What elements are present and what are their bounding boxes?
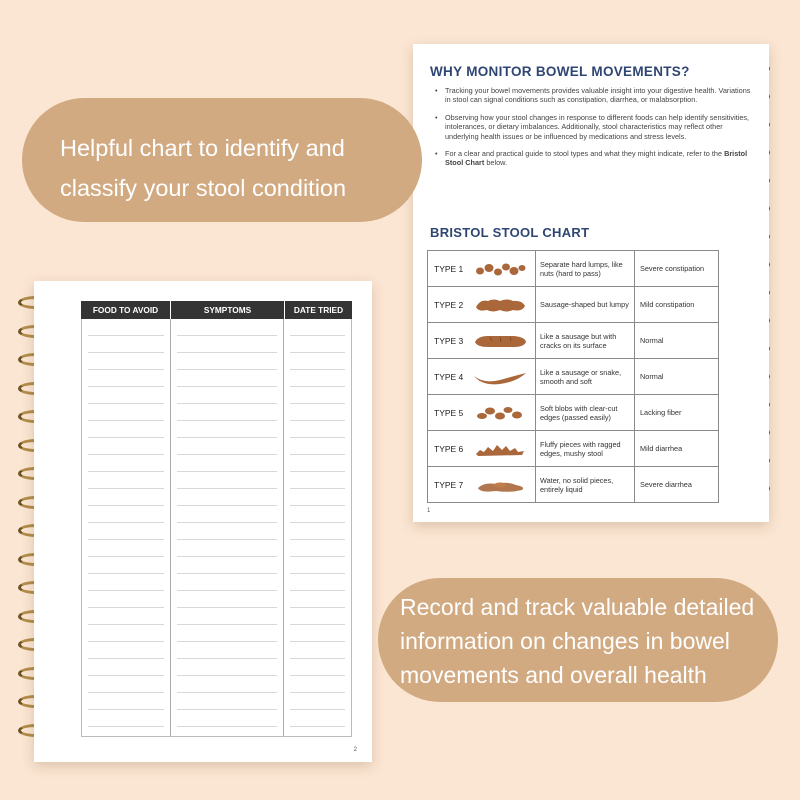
page-number-right: 1 <box>427 508 431 514</box>
why-bullet-1: • Tracking your bowel movements provides valuable insight into your digestive health. Variations in stool can signal conditions such as constipation, diarrhea, or malabsorption. <box>435 86 755 105</box>
callout-top <box>22 98 422 222</box>
column-date-tried: DATE TRIED <box>293 305 344 315</box>
why-bullet-3-suffix: below. <box>484 158 508 168</box>
stool-condition: Lacking fiber <box>635 395 719 431</box>
stool-description: Water, no solid pieces, entirely liquid <box>536 467 635 503</box>
stool-type-label: TYPE 6 <box>428 431 466 467</box>
stool-type-7-icon <box>466 467 536 503</box>
food-to-avoid-lines[interactable] <box>82 319 171 736</box>
stool-type-4-icon <box>466 359 536 395</box>
bristol-stool-table <box>427 250 719 503</box>
page-number-left: 2 <box>353 747 357 753</box>
column-symptoms: SYMPTOMS <box>171 301 285 319</box>
stool-description: Like a sausage or snake, smooth and soft <box>536 359 635 395</box>
stool-description: Separate hard lumps, like nuts (hard to pass) <box>536 251 635 287</box>
stool-type-label: TYPE 1 <box>428 251 466 287</box>
stool-type-5-icon <box>466 395 536 431</box>
callout-top-line-1: Helpful chart to identify and <box>60 135 345 161</box>
stool-type-label: TYPE 5 <box>428 395 466 431</box>
stool-condition: Severe diarrhea <box>635 467 719 503</box>
why-monitor-list <box>435 86 755 176</box>
stool-condition: Severe constipation <box>635 251 719 287</box>
stool-row <box>428 287 719 323</box>
column-food-to-avoid: FOOD TO AVOID <box>81 301 171 319</box>
stool-description: Sausage-shaped but lumpy <box>536 287 635 323</box>
stool-description: Like a sausage but with cracks on its surface <box>536 323 635 359</box>
log-table-header <box>81 301 352 319</box>
stool-condition: Mild diarrhea <box>635 431 719 467</box>
stool-type-label: TYPE 7 <box>428 467 466 503</box>
stool-condition: Normal <box>635 323 719 359</box>
stool-row <box>428 431 719 467</box>
stool-row <box>428 251 719 287</box>
log-table-body <box>81 319 352 737</box>
stool-type-2-icon <box>466 287 536 323</box>
bristol-chart-page <box>413 44 769 522</box>
why-bullet-3 <box>435 149 755 168</box>
symptoms-lines[interactable] <box>171 319 284 736</box>
callout-bottom-line-3: movements and overall health <box>400 662 707 688</box>
stool-description: Soft blobs with clear-cut edges (passed easily) <box>536 395 635 431</box>
why-monitor-heading: WHY MONITOR BOWEL MOVEMENTS? <box>430 64 690 79</box>
stool-row <box>428 323 719 359</box>
stool-type-3-icon <box>466 323 536 359</box>
callout-bottom-line-1: Record and track valuable detailed <box>400 594 755 620</box>
stool-row <box>428 359 719 395</box>
why-bullet-3-prefix: For a clear and practical guide to stool types and what they might indicate, refer to the <box>445 149 725 159</box>
stool-type-label: TYPE 4 <box>428 359 466 395</box>
stool-row <box>428 395 719 431</box>
stool-type-1-icon <box>466 251 536 287</box>
stool-type-label: TYPE 2 <box>428 287 466 323</box>
stool-row <box>428 467 719 503</box>
callout-bottom <box>378 578 778 702</box>
stool-condition: Mild constipation <box>635 287 719 323</box>
date-tried-lines[interactable] <box>284 319 351 736</box>
stool-type-6-icon <box>466 431 536 467</box>
callout-bottom-line-2: information on changes in bowel <box>400 628 730 654</box>
stool-type-label: TYPE 3 <box>428 323 466 359</box>
bristol-chart-heading: BRISTOL STOOL CHART <box>430 225 590 240</box>
stool-description: Fluffy pieces with ragged edges, mushy stool <box>536 431 635 467</box>
callout-top-line-2: classify your stool condition <box>60 175 347 201</box>
why-bullet-2: • Observing how your stool changes in response to different foods can help identify sensitivities, intolerances, or dietary imbalances. Additionally, stool characteristics may reflect other underlying health issues or be influenced by medications and stress levels. <box>435 113 755 141</box>
food-log-page <box>34 281 372 762</box>
stool-condition: Normal <box>635 359 719 395</box>
why-bullet-3-bold: Bristol Stool Chart <box>445 149 748 168</box>
